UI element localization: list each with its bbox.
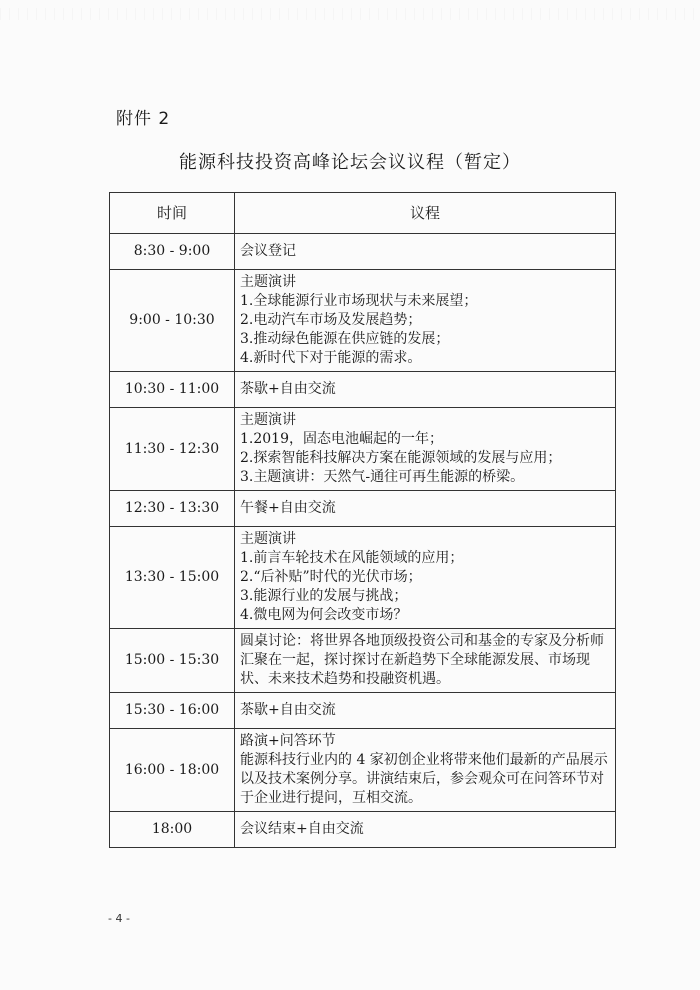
time-cell: 15:30 - 16:00: [110, 693, 235, 729]
agenda-cell: [235, 693, 616, 729]
agenda-line: 1.前言车轮技术在风能领域的应用；: [240, 550, 464, 566]
table-row: [110, 729, 616, 812]
agenda-line: 路演+问答环节: [240, 733, 336, 749]
agenda-line: 4.微电网为何会改变市场？: [240, 607, 408, 623]
agenda-line: 3.能源行业的发展与挑战；: [240, 588, 408, 604]
header-agenda: 议程: [235, 193, 616, 234]
time-cell: 16:00 - 18:00: [110, 729, 235, 812]
table-header-row: [110, 193, 616, 234]
agenda-cell: [235, 527, 616, 629]
agenda-cell: [235, 491, 616, 527]
agenda-line: 主题演讲: [240, 274, 296, 290]
agenda-line: 2.探索智能科技解决方案在能源领域的发展与应用；: [240, 450, 562, 466]
agenda-line: 茶歇+自由交流: [240, 381, 336, 397]
table-row: [110, 527, 616, 629]
table-row: [110, 234, 616, 270]
header-time: 时间: [110, 193, 235, 234]
agenda-table: [109, 192, 616, 848]
table-row: [110, 270, 616, 372]
agenda-cell: [235, 234, 616, 270]
time-cell: 9:00 - 10:30: [110, 270, 235, 372]
page-number: - 4 -: [108, 912, 130, 925]
table-row: [110, 372, 616, 408]
agenda-line: 1.全球能源行业市场现状与未来展望；: [240, 293, 478, 309]
agenda-cell: [235, 372, 616, 408]
agenda-line: 能源科技行业内的 4 家初创企业将带来他们最新的产品展示以及技术案例分享。讲演结束后，参会观众可在问答环节对于企业进行提问，互相交流。: [240, 752, 608, 806]
agenda-line: 主题演讲: [240, 531, 296, 547]
agenda-line: 茶歇+自由交流: [240, 702, 336, 718]
agenda-body: [110, 234, 616, 848]
time-cell: 8:30 - 9:00: [110, 234, 235, 270]
time-cell: 18:00: [110, 812, 235, 848]
table-row: [110, 693, 616, 729]
agenda-line: 2.电动汽车市场及发展趋势；: [240, 312, 422, 328]
agenda-cell: [235, 408, 616, 491]
table-row: [110, 491, 616, 527]
agenda-cell: [235, 729, 616, 812]
agenda-line: 午餐+自由交流: [240, 500, 336, 516]
agenda-line: 主题演讲: [240, 412, 296, 428]
time-cell: 10:30 - 11:00: [110, 372, 235, 408]
time-cell: 12:30 - 13:30: [110, 491, 235, 527]
agenda-line: 1.2019，固态电池崛起的一年；: [240, 431, 443, 447]
table-row: [110, 629, 616, 693]
agenda-cell: [235, 270, 616, 372]
scan-edge-marks: [0, 8, 700, 20]
agenda-line: 3.推动绿色能源在供应链的发展；: [240, 331, 450, 347]
agenda-cell: [235, 812, 616, 848]
agenda-cell: [235, 629, 616, 693]
time-cell: 13:30 - 15:00: [110, 527, 235, 629]
agenda-line: 会议结束+自由交流: [240, 821, 364, 837]
agenda-line: 会议登记: [240, 243, 296, 259]
agenda-line: 圆桌讨论：将世界各地顶级投资公司和基金的专家及分析师汇聚在一起，探讨探讨在新趋势下全球能源发展、市场现状、未来技术趋势和投融资机遇。: [240, 633, 604, 687]
page-title: 能源科技投资高峰论坛会议议程（暂定）: [179, 152, 521, 173]
table-row: [110, 812, 616, 848]
time-cell: 15:00 - 15:30: [110, 629, 235, 693]
table-row: [110, 408, 616, 491]
agenda-line: 2.“后补贴”时代的光伏市场；: [240, 569, 422, 585]
time-cell: 11:30 - 12:30: [110, 408, 235, 491]
attachment-label: 附件 2: [116, 109, 171, 129]
agenda-line: 4.新时代下对于能源的需求。: [240, 350, 422, 366]
agenda-line: 3.主题演讲：天然气-通往可再生能源的桥梁。: [240, 469, 525, 485]
